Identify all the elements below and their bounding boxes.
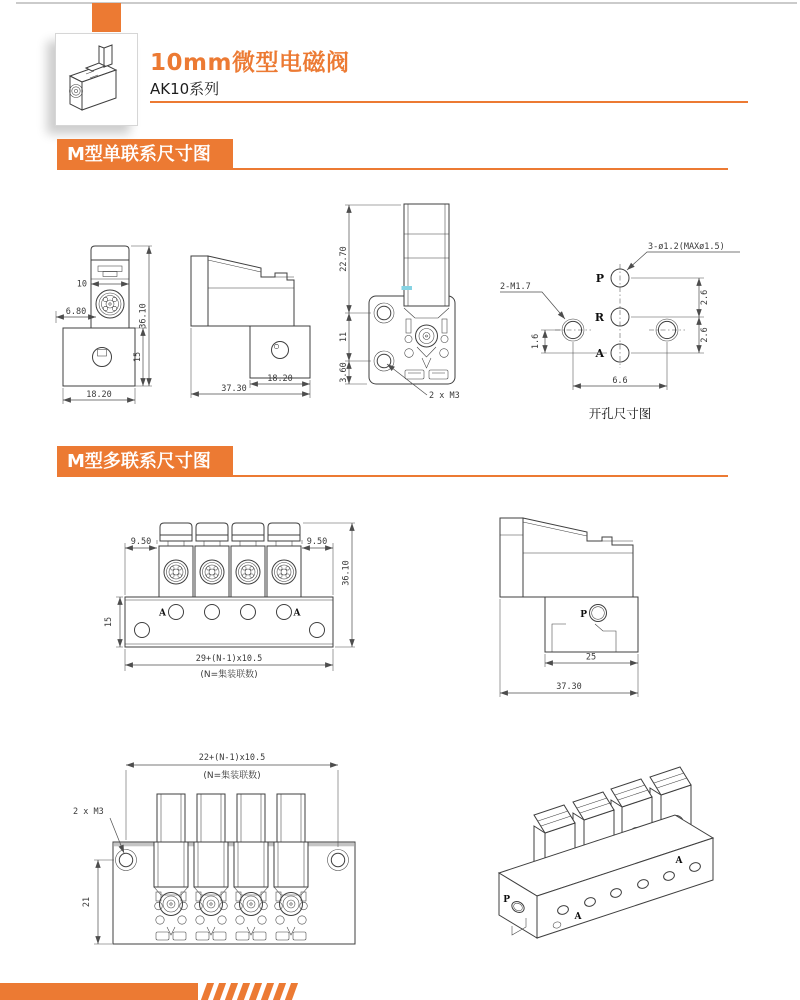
top-border-line	[16, 2, 797, 4]
iso-label-p: P	[503, 895, 510, 905]
thread-callout: 2 x M3	[73, 807, 104, 817]
dim-base-height: 15	[133, 351, 143, 363]
iso-label-a1: A	[574, 912, 582, 922]
footer-stripe	[225, 983, 238, 1000]
diagram-caption: 开孔尺寸图	[588, 406, 652, 421]
dim-plate-height: 21	[82, 896, 92, 908]
dim-base-width: 18.20	[267, 374, 293, 384]
product-image-box	[55, 33, 138, 126]
dim-screw-span: 6.6	[612, 376, 628, 386]
dim-right-offset: 9.50	[306, 537, 328, 547]
dim-total-height: 36.10	[341, 560, 352, 586]
pitch-note: (N=集装联数)	[200, 670, 258, 680]
footer-stripe	[213, 983, 226, 1000]
dim-total-length: 37.30	[221, 384, 247, 394]
port-label-a: A	[595, 347, 604, 360]
footer-stripe	[285, 983, 298, 1000]
footer-stripe	[201, 983, 214, 1000]
pitch-note: (N=集装联数)	[203, 771, 261, 781]
dim-hole-span: 11	[339, 331, 349, 343]
footer-bar	[0, 983, 198, 1000]
footer-stripe	[237, 983, 250, 1000]
single-port-view-drawing	[337, 186, 471, 422]
manifold-bottom-view-drawing	[58, 732, 376, 972]
hole-spec-callout: 3-ø1.2(MAXø1.5)	[648, 242, 725, 252]
footer-stripe	[273, 983, 286, 1000]
thread-spec-callout: 2-M1.7	[500, 282, 531, 292]
header-rule	[150, 101, 748, 103]
dim-a-screw: 1.6	[531, 333, 541, 350]
thread-callout: 2 x M3	[429, 391, 460, 401]
dim-top-span: 22.70	[339, 246, 349, 272]
highlight-mark	[402, 286, 413, 290]
dim-r-a: 2.6	[700, 327, 710, 343]
dim-total-height: 36.10	[138, 303, 149, 329]
dim-base-width: 18.20	[86, 390, 112, 400]
manifold-isometric-drawing	[462, 733, 787, 973]
product-thumbnail-drawing	[56, 34, 135, 123]
hole-pattern-diagram	[487, 220, 777, 426]
port-label-r: R	[594, 311, 604, 324]
dim-base-length: 25	[585, 652, 597, 663]
dim-total-length: 37.30	[556, 682, 582, 692]
dim-bottom-span: 3.60	[339, 362, 349, 383]
port-label-p: P	[595, 272, 604, 285]
dim-p-r: 2.6	[700, 289, 710, 306]
footer-stripe	[249, 983, 262, 1000]
page-title: 10mm微型电磁阀	[150, 50, 350, 76]
accent-square	[92, 3, 121, 32]
single-side-view-drawing	[182, 230, 347, 426]
port-label-a-right: A	[293, 608, 301, 619]
port-label-p: P	[580, 610, 587, 620]
section-rule-single	[57, 168, 728, 170]
section-title-single: M型单联系尺寸图	[57, 139, 233, 170]
dim-pitch-formula: 22+(N-1)x10.5	[198, 753, 266, 763]
port-label-a-left: A	[159, 608, 166, 619]
iso-label-a2: A	[675, 856, 683, 866]
manifold-side-view-drawing	[470, 497, 688, 707]
manifold-front-view-drawing	[100, 495, 372, 691]
dim-left-offset: 6.80	[65, 307, 87, 317]
page-subtitle: AK10系列	[150, 80, 220, 98]
dim-pitch-formula: 29+(N-1)x10.5	[195, 654, 263, 664]
single-front-view-drawing	[36, 228, 188, 426]
dim-base-height: 15	[104, 616, 114, 628]
dim-left-offset: 9.50	[130, 537, 152, 547]
valve-units	[159, 523, 301, 597]
section-title-manifold: M型多联系尺寸图	[57, 446, 233, 477]
dim-top-width: 10	[76, 279, 87, 290]
footer-stripe	[261, 983, 274, 1000]
section-rule-manifold	[57, 475, 728, 477]
